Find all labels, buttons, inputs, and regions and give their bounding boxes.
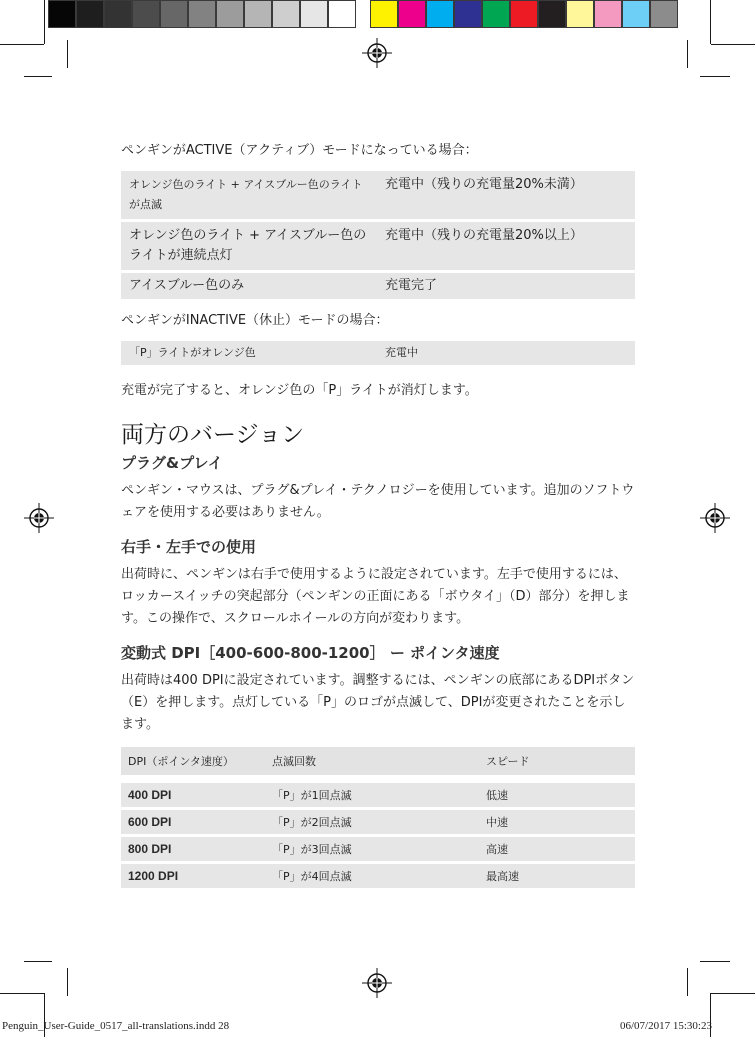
gray-swatch [132,0,160,28]
gray-swatch [188,0,216,28]
table-header-row [121,747,635,775]
crop-mark [687,40,688,68]
dpi-table [121,744,635,778]
plug-play-body: ペンギン・マウスは、プラグ&プレイ・テクノロジーを使用しています。追加のソフトウェアを使用する必要はありません。 [121,483,635,520]
table-row [121,273,635,299]
gray-swatch [300,0,328,28]
column-header: 点滅回数 [265,747,479,775]
color-swatch [650,0,678,28]
speed-value: 中速 [479,810,635,834]
color-swatch [510,0,538,28]
crop-mark [711,993,755,994]
blink-count: 「P」が3回点滅 [265,837,479,861]
charge-complete-note: 充電が完了すると、オレンジ色の「P」ライトが消灯します。 [121,383,478,398]
registration-mark-icon [362,38,392,68]
active-mode-table [121,168,635,302]
crop-mark [67,968,68,996]
light-cell: オレンジ色のライト + アイスブルー色のライトが連続点灯 [121,222,377,270]
registration-mark-icon [362,968,392,998]
color-swatch [594,0,622,28]
table-row [121,222,635,270]
gray-swatch [244,0,272,28]
column-header: DPI（ポインタ速度） [121,747,265,775]
gray-swatch [272,0,300,28]
color-swatch [454,0,482,28]
crop-mark [710,0,711,44]
inactive-mode-intro: ペンギンがINACTIVE（休止）モードの場合： [121,313,389,328]
table-row [121,783,635,807]
light-cell: 「P」ライトがオレンジ色 [121,341,377,365]
printer-color-bar [48,0,678,30]
speed-value: 最高速 [479,864,635,888]
inactive-mode-table [121,338,635,368]
gray-swatch [104,0,132,28]
status-cell: 充電完了 [377,273,635,299]
handedness-body: 出荷時に、ペンギンは右手で使用するように設定されています。左手で使用するには、ロッカースイッチの突起部分（ペンギンの正面にある「ボウタイ」（D）部分）を押します。この操作で、スクロールホイールの方向が変わります。 [121,567,630,626]
gray-swatch [76,0,104,28]
blink-count: 「P」が1回点滅 [265,783,479,807]
speed-value: 低速 [479,783,635,807]
dpi-value: 400 DPI [121,783,265,807]
blink-count: 「P」が2回点滅 [265,810,479,834]
color-swatch [482,0,510,28]
dpi-rows-table [121,780,635,891]
speed-value: 高速 [479,837,635,861]
registration-mark-icon [700,503,730,533]
color-swatch [622,0,650,28]
handedness-title: 右手・左手での使用 [121,538,257,556]
crop-mark [0,993,44,994]
dpi-value: 600 DPI [121,810,265,834]
crop-mark [24,961,52,962]
gray-swatch [216,0,244,28]
crop-mark [0,44,44,45]
blink-count: 「P」が4回点滅 [265,864,479,888]
status-cell: 充電中（残りの充電量20%未満） [377,171,635,219]
crop-mark [67,40,68,68]
dpi-body: 出荷時は400 DPIに設定されています。調整するには、ペンギンの底部にあるDPIボタン（E）を押します。点灯している「P」のロゴが点滅して、DPIが変更されたことを示します。 [121,673,635,732]
dpi-title: 変動式 DPI［400-600-800-1200］ ー ポインタ速度 [121,644,500,662]
status-cell: 充電中（残りの充電量20%以上） [377,222,635,270]
crop-mark [700,961,730,962]
table-row [121,837,635,861]
active-mode-intro: ペンギンがACTIVE（アクティブ）モードになっている場合： [121,143,478,158]
color-swatch [370,0,398,28]
light-cell: アイスブルー色のみ [121,273,377,299]
table-row [121,341,635,365]
plug-play-title: プラグ&プレイ [121,454,223,472]
registration-mark-icon [24,503,54,533]
color-swatch [566,0,594,28]
status-cell: 充電中 [377,341,635,365]
page-content [121,140,635,891]
dpi-value: 1200 DPI [121,864,265,888]
dpi-value: 800 DPI [121,837,265,861]
column-header: スピード [479,747,635,775]
color-swatch [426,0,454,28]
light-cell: オレンジ色のライト + アイスブルー色のライトが点滅 [121,171,377,219]
gray-swatch [328,0,356,28]
gray-swatch [48,0,76,28]
slug-timestamp: 06/07/2017 15:30:23 [620,1020,712,1032]
section-title: 両方のバージョン [121,422,305,448]
crop-mark [24,76,52,77]
slug-filename: Penguin_User-Guide_0517_all-translations.indd 28 [2,1020,230,1032]
crop-mark [700,76,730,77]
crop-mark [711,44,755,45]
table-row [121,810,635,834]
table-row [121,864,635,888]
crop-mark [687,968,688,996]
color-swatch [538,0,566,28]
color-swatch [398,0,426,28]
crop-mark [44,0,45,44]
table-row [121,171,635,219]
gray-swatch [160,0,188,28]
